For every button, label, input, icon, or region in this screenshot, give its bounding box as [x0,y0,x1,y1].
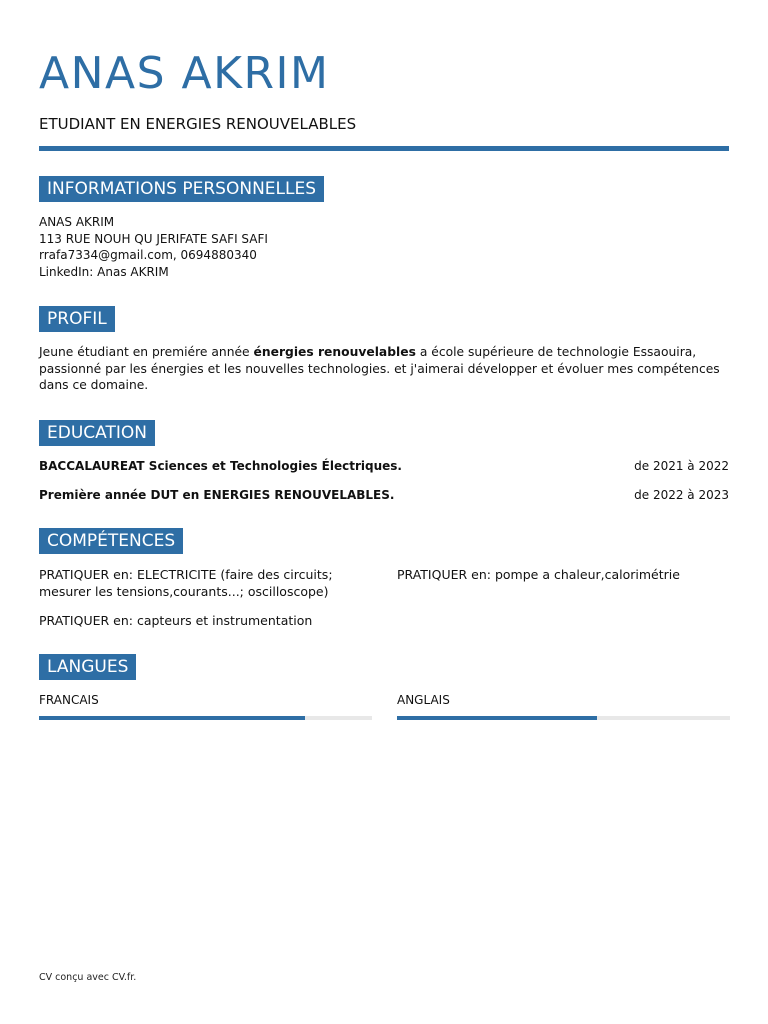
section-title-skills: COMPÉTENCES [39,528,183,554]
education-title: Première année DUT en ENERGIES RENOUVELABLES. [39,488,395,502]
personal-address: 113 RUE NOUH QU JERIFATE SAFI SAFI [39,232,268,246]
language-level-fill [39,716,305,720]
profile-text [39,344,729,394]
language-name: FRANCAIS [39,693,99,707]
profile-text-end: a école supérieure de technologie Essaouira, passionné par les énergies et les nouvelles technologies. et j'aimerai développer et évoluer mes compétences dans ce domaine. [39,345,720,393]
language-level-bar [39,716,372,720]
language-name: ANGLAIS [397,693,450,707]
candidate-name: ANAS AKRIM [39,48,330,99]
education-dates: de 2022 à 2023 [634,488,729,502]
language-level-bar [397,716,730,720]
personal-linkedin: LinkedIn: Anas AKRIM [39,265,169,279]
section-title-profile: PROFIL [39,306,115,332]
skill-item: PRATIQUER en: pompe a chaleur,calorimétrie [397,567,680,582]
header-divider [39,146,729,151]
profile-text-highlight: énergies renouvelables [253,345,416,359]
profile-text-start: Jeune étudiant en premiére année [39,345,254,359]
education-item [39,487,729,503]
footer-credit: CV conçu avec CV.fr. [39,972,137,983]
job-title: ETUDIANT EN ENERGIES RENOUVELABLES [39,115,357,133]
skill-item: PRATIQUER en: ELECTRICITE (faire des circuits; mesurer les tensions,courants...; oscilloscope) [39,567,333,599]
personal-contact: rrafa7334@gmail.com, 0694880340 [39,248,257,262]
personal-name: ANAS AKRIM [39,215,115,229]
language-level-fill [397,716,597,720]
skill-item: PRATIQUER en: capteurs et instrumentation [39,613,313,628]
cv-page [39,0,729,1024]
section-title-education: EDUCATION [39,420,155,446]
education-title: BACCALAUREAT Sciences et Technologies Électriques. [39,459,402,473]
education-item [39,458,729,474]
section-title-languages: LANGUES [39,654,136,680]
education-dates: de 2021 à 2022 [634,459,729,473]
section-title-personal: INFORMATIONS PERSONNELLES [39,176,324,202]
